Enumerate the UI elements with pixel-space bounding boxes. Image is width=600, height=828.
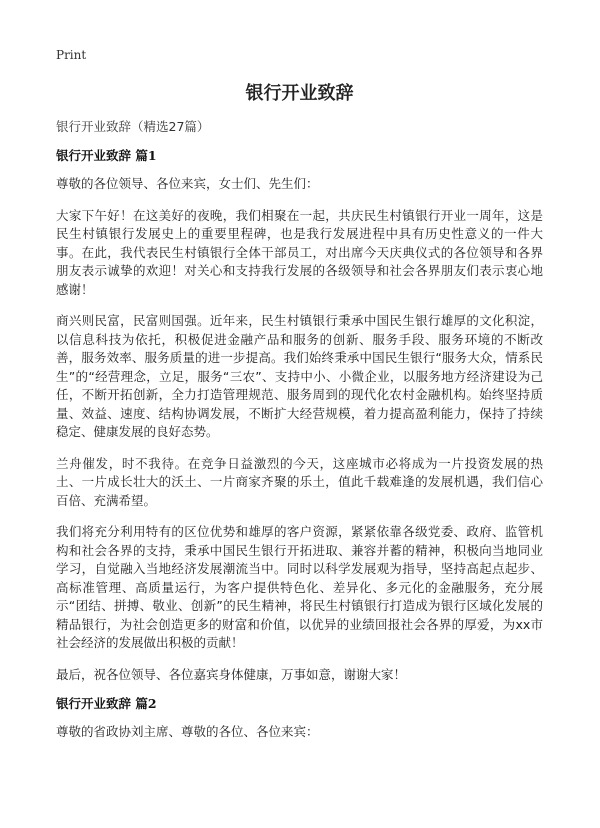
page-title: 银行开业致辞 (245, 83, 354, 104)
body-paragraph: 商兴则民富，民富则国强。近年来，民生村镇银行秉承中国民生银行雄厚的文化积淀，以信息科技为依托，积极促进金融产品和服务的创新、服务手段、服务环境的不断改善，服务效率、服务质量的进一步提高。我们始终秉承中国民生银行“服务大众，情系民生”的“经营理念，立足，服务“三农”、支持中小、小微企业，以服务地方经济建设为己任，不断开拓创新，全力打造管理规范、服务周到的现代化农村金融机构。始终坚持质量、效益、速度、结构协调发展，不断扩大经营规模，着力提高盈利能力，保持了持续稳定、健康发展的良好态势。 (56, 313, 543, 439)
print-link[interactable]: Print (56, 48, 87, 62)
section-heading-2: 银行开业致辞 篇2 (56, 696, 157, 711)
section-heading-1: 银行开业致辞 篇1 (56, 148, 157, 163)
body-paragraph: 我们将充分利用特有的区位优势和雄厚的客户资源，紧紧依靠各级党委、政府、监管机构和社会各界的支持，秉承中国民生银行开拓进取、兼容并蓄的精神，积极向当地同业学习，自觉融入当地经济发展潮流当中。同时以科学发展观为指导，坚持高起点起步、高标准管理、高质量运行，为客户提供特色化、差异化、多元化的金融服务，充分展示“团结、拼搏、敬业、创新”的民生精神，将民生村镇银行打造成为银行区域化发展的精品银行，为社会创造更多的财富和价值，以优异的业绩回报社会各界的厚爱，为xx市社会经济的发展做出积极的贡献！ (56, 524, 543, 650)
body-paragraph: 大家下午好！在这美好的夜晚，我们相聚在一起，共庆民生村镇银行开业一周年，这是民生村镇银行发展史上的重要里程碑，也是我行发展进程中具有历史性意义的一件大事。在此，我代表民生村镇银行全体干部员工，对出席今天庆典仪式的各位领导和各界朋友表示诚挚的欢迎！对关心和支持我行发展的各级领导和社会各界朋友们表示衷心地感谢！ (56, 207, 543, 297)
body-paragraph: 兰舟催发，时不我待。在竞争日益激烈的今天，这座城市必将成为一片投资发展的热土、一片成长壮大的沃土、一片商家齐聚的乐土，值此千载难逢的发展机遇，我们信心百倍、充满希望。 (56, 455, 543, 508)
document-subtitle: 银行开业致辞（精选27篇） (56, 119, 210, 134)
salutation-paragraph: 尊敬的各位领导、各位来宾，女士们、先生们： (56, 176, 319, 191)
salutation-paragraph: 尊敬的省政协刘主席、尊敬的各位、各位来宾： (56, 724, 319, 739)
closing-paragraph: 最后，祝各位领导、各位嘉宾身体健康，万事如意，谢谢大家！ (56, 666, 407, 682)
